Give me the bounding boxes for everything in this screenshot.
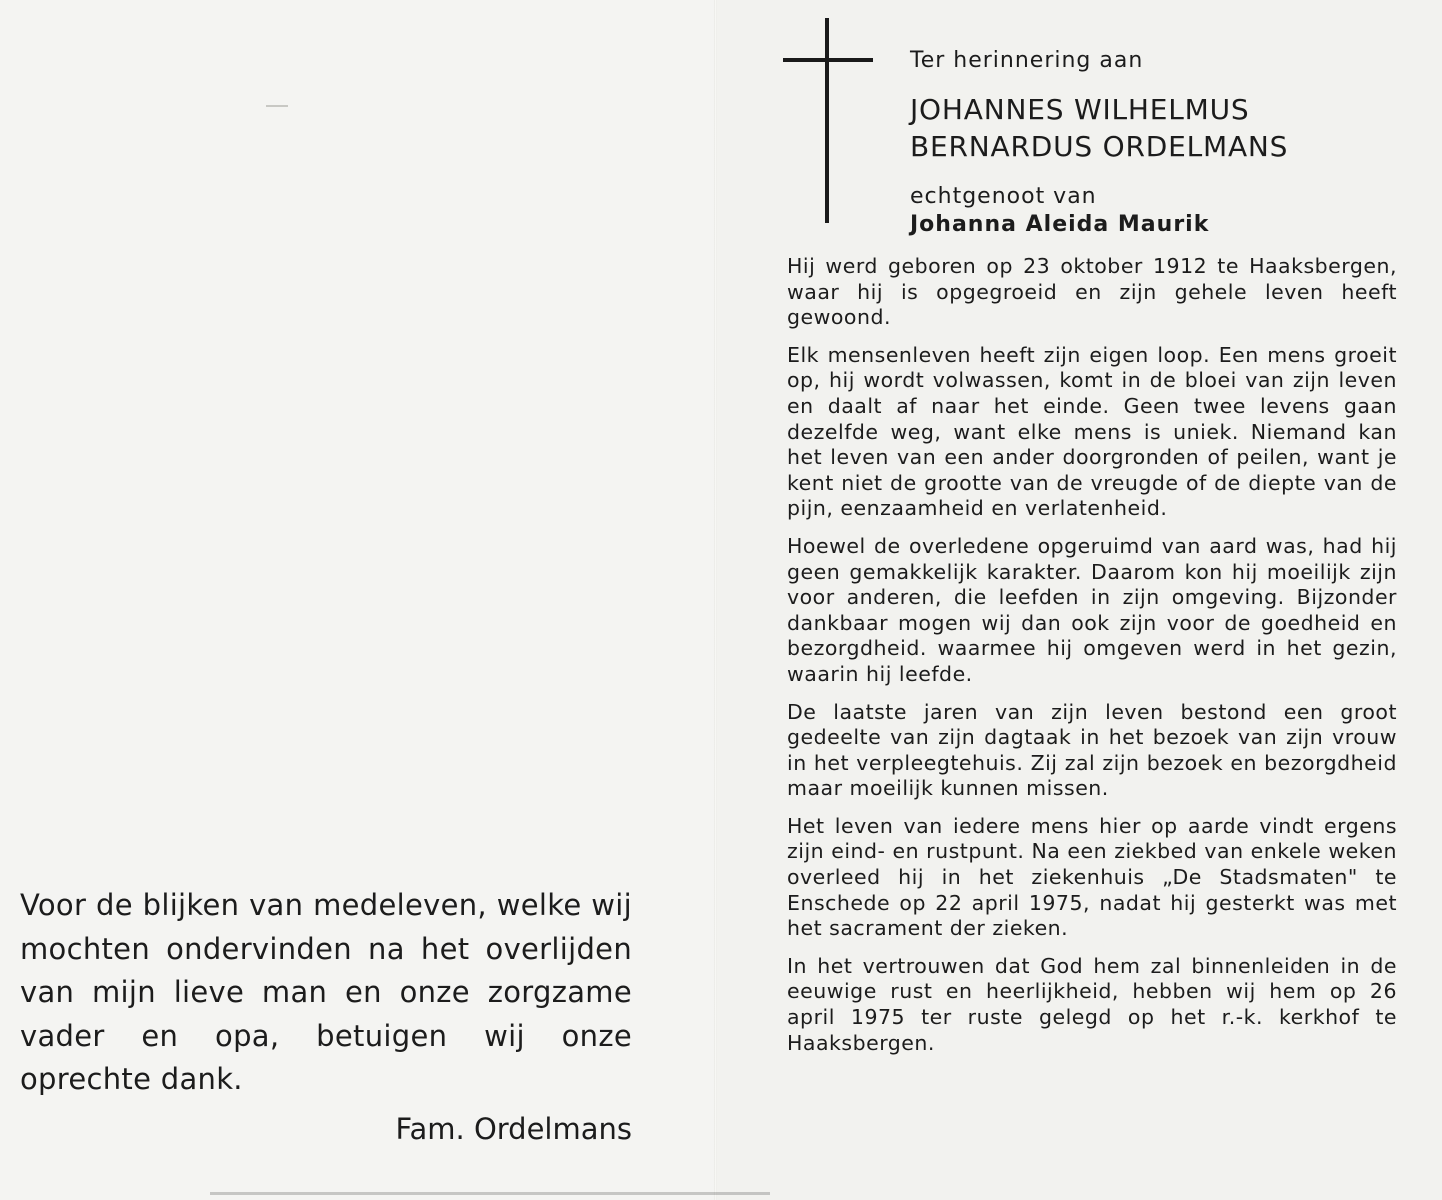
biography-paragraph-burial: In het vertrouwen dat God hem zal binnenleiden in de eeuwige rust en heerlijkheid, hebben wij hem op 26 april 1975 ter ruste gelegd op het r.-k. kerkhof te Haaksbergen.	[787, 953, 1397, 1055]
thanks-text: Voor de blijken van medeleven, welke wij mochten ondervinden na het overlijden van mijn lieve man en onze zorgzame vader en opa, betuigen wij onze oprechte dank.	[20, 888, 632, 1096]
memorial-header	[910, 48, 1410, 239]
biography-paragraph-character: Hoewel de overledene opgeruimd van aard was, had hij geen gemakkelijk karakter. Daarom kon hij moeilijk zijn voor anderen, die leefden in zijn omgeving. Bijzonder dankbaar mogen wij dan ook zijn voor de goedheid en bezorgdheid. waarmee hij omgeven werd in het gezin, waarin hij leefde.	[787, 533, 1397, 686]
intro-text: Ter herinnering aan	[910, 48, 1144, 73]
cross-horizontal-bar	[783, 58, 873, 62]
card-fold	[714, 0, 717, 1200]
thanks-message	[20, 884, 632, 1102]
deceased-name-line1: JOHANNES WILHELMUS	[910, 93, 1250, 126]
deceased-name-line2: BERNARDUS ORDELMANS	[910, 130, 1289, 163]
card-bottom-edge	[210, 1192, 770, 1195]
biography-paragraph-death: Het leven van iedere mens hier op aarde vindt ergens zijn eind- en rustpunt. Na een ziekbed van enkele weken overleed hij in het ziekenhuis „De Stadsmaten" te Enschede op 22 april 1975, nadat hij gesterkt was met het sacrament der zieken.	[787, 813, 1397, 941]
biography	[787, 254, 1397, 1068]
biography-paragraph-later-years: De laatste jaren van zijn leven bestond een groot gedeelte van zijn dagtaak in het bezoek van zijn vrouw in het verpleegtehuis. Zij zal zijn bezoek en bezorgdheid maar moeilijk kunnen missen.	[787, 699, 1397, 801]
spouse-label: echtgenoot van	[910, 184, 1097, 209]
cross-vertical-bar	[825, 18, 829, 223]
family-signature: Fam. Ordelmans	[395, 1112, 632, 1146]
spouse-name: Johanna Aleida Maurik	[910, 212, 1210, 237]
biography-paragraph-birth: Hij werd geboren op 23 oktober 1912 te Haaksbergen, waar hij is opgegroeid en zijn gehele leven heeft gewoond.	[787, 254, 1397, 330]
paper-smudge	[266, 105, 288, 107]
biography-paragraph-life: Elk mensenleven heeft zijn eigen loop. Een mens groeit op, hij wordt volwassen, komt in de bloei van zijn leven en daalt af naar het einde. Geen twee levens gaan dezelfde weg, want elke mens is uniek. Niemand kan het leven van een ander doorgronden of peilen, want je kent niet de grootte van de vreugde of de diepte van de pijn, eenzaamheid en verlatenheid.	[787, 342, 1397, 521]
